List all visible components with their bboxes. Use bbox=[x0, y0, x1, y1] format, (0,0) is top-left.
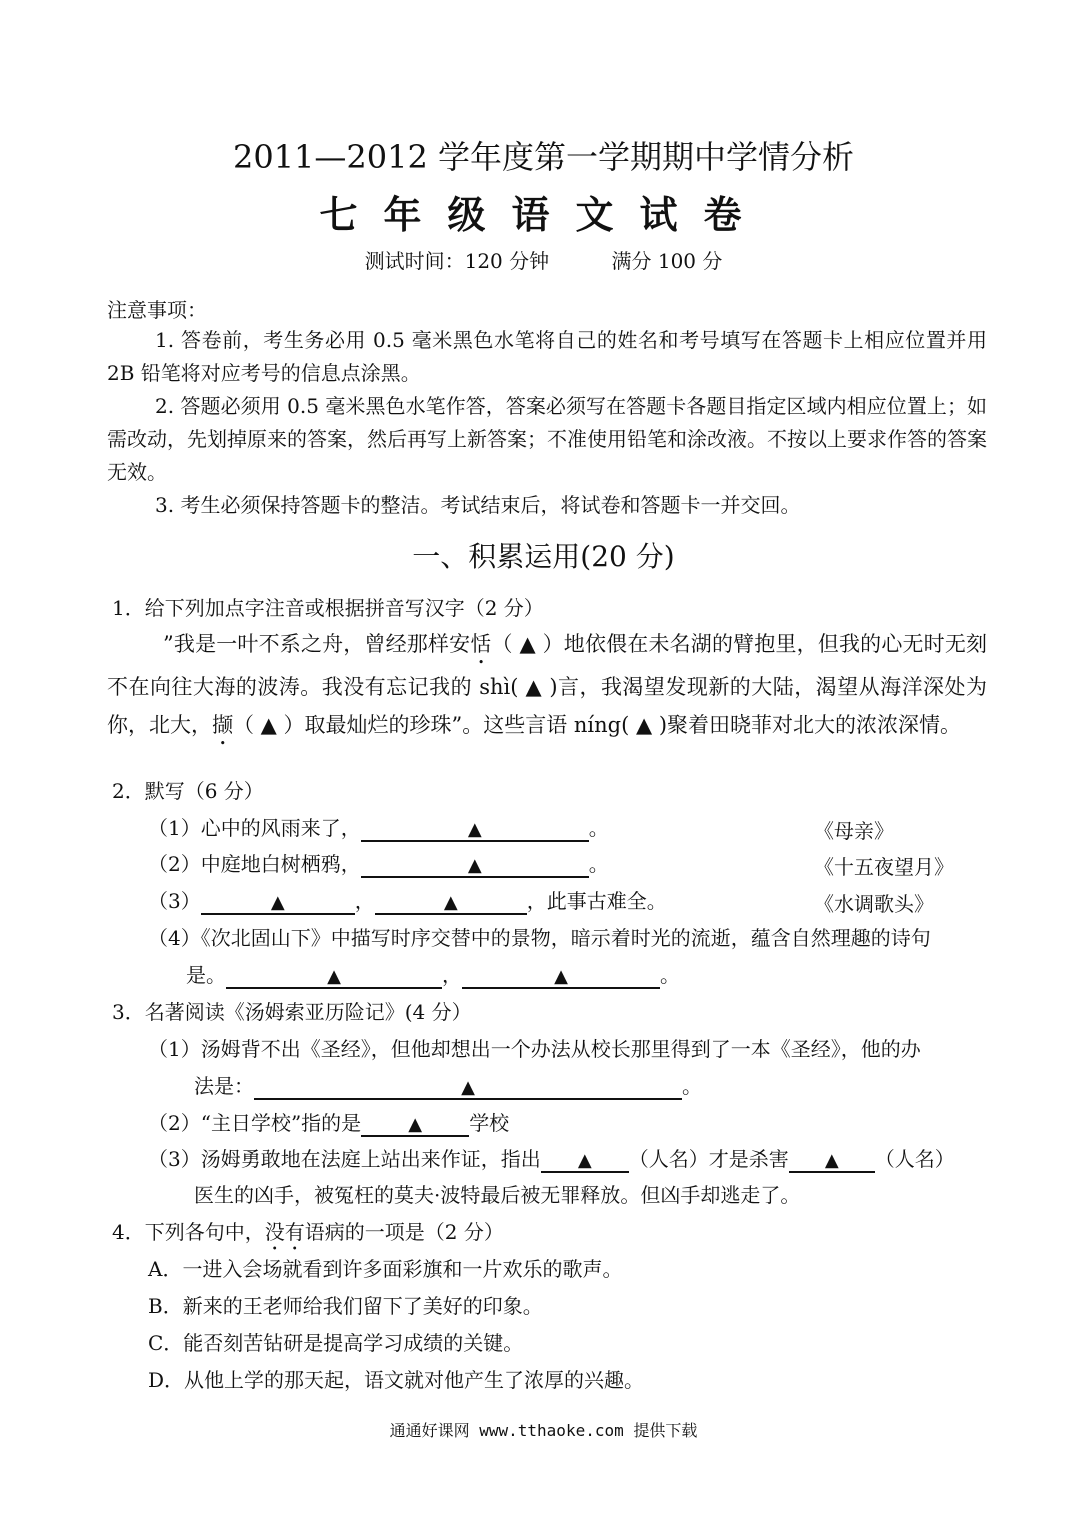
section-heading: 一、积累运用(20 分) bbox=[412, 540, 675, 573]
notice-item: 2. 答题必须用 0.5 毫米黑色水笔作答，答案必须写在答题卡各题目指定区域内相应位置上；如需改动，先划掉原来的答案，然后再写上新答案；不准使用铅笔和涂改液。不按以上要求作答的答案无效。 bbox=[107, 394, 987, 484]
source-title: 《水调歌头》 bbox=[814, 892, 934, 916]
answer-blank[interactable]: ▲ bbox=[375, 889, 527, 915]
exam-meta bbox=[0, 245, 1087, 274]
question-2-item-4: （4）《次北固山下》中描写时序交替中的景物，暗示着时光的流逝，蕴含自然理趣的诗句 bbox=[148, 926, 931, 950]
answer-blank[interactable]: ▲ bbox=[361, 816, 589, 842]
question-2-item-3: （3） ▲ ， ▲ ，此事古难全。 bbox=[148, 889, 667, 913]
question-3-item-1-answer: 法是： ▲ 。 bbox=[194, 1074, 702, 1098]
question-2-stem: 2．默写（6 分） bbox=[112, 779, 264, 803]
dotted-char: 恬 bbox=[470, 632, 492, 656]
question-3-item-3: （3）汤姆勇敢地在法庭上站出来作证，指出 ▲ （人名）才是杀害 ▲ （人名） bbox=[148, 1147, 955, 1171]
question-3-item-2: （2）“主日学校”指的是 ▲ 学校 bbox=[148, 1111, 510, 1135]
notice-title: 注意事项： bbox=[107, 298, 207, 322]
option-d: D．从他上学的那天起，语文就对他产生了浓厚的兴趣。 bbox=[148, 1368, 645, 1392]
source-title: 《母亲》 bbox=[814, 819, 894, 843]
answer-blank[interactable]: ▲ bbox=[789, 1147, 875, 1173]
answer-blank[interactable]: ▲ bbox=[201, 889, 355, 915]
notice-list bbox=[107, 324, 987, 522]
exam-title: 2011—2012 学年度第一学期期中学情分析 bbox=[232, 138, 855, 176]
question-3-item-1: （1）汤姆背不出《圣经》，但他却想出一个办法从校长那里得到了一本《圣经》，他的办 bbox=[148, 1037, 921, 1061]
answer-blank[interactable]: ▲ bbox=[541, 1147, 629, 1173]
answer-blank[interactable]: ▲ bbox=[462, 963, 660, 989]
option-a: A．一进入会场就看到许多面彩旗和一片欢乐的歌声。 bbox=[148, 1257, 623, 1281]
answer-blank[interactable]: ▲ bbox=[361, 852, 589, 878]
dotted-char: 没有 bbox=[264, 1220, 305, 1244]
question-2-item-2: （2）中庭地白树栖鸦， ▲ 。 bbox=[148, 852, 609, 876]
question-1-stem: 1．给下列加点字注音或根据拼音写汉字（2 分） bbox=[112, 596, 544, 620]
source-title: 《十五夜望月》 bbox=[814, 855, 954, 879]
answer-blank[interactable]: ▲ bbox=[361, 1111, 469, 1137]
footer: 通通好课网 www.tthaoke.com 提供下载 bbox=[389, 1421, 698, 1440]
dotted-char: 撷 bbox=[212, 712, 233, 737]
question-2-item-1: （1）心中的风雨来了， ▲ 。 bbox=[148, 816, 609, 840]
question-3-item-3-line2: 医生的凶手，被冤枉的莫夫·波特最后被无罪释放。但凶手却逃走了。 bbox=[194, 1183, 801, 1207]
notice-item: 3. 考生必须保持答题卡的整洁。考试结束后，将试卷和答题卡一并交回。 bbox=[155, 493, 801, 517]
question-2-item-4-answer: 是。 ▲ ， ▲ 。 bbox=[186, 963, 680, 987]
option-b: B．新来的王老师给我们留下了美好的印象。 bbox=[148, 1294, 543, 1318]
exam-subtitle: 七年级语文试卷 bbox=[319, 193, 768, 237]
exam-score: 满分 100 分 bbox=[611, 249, 723, 273]
question-3-stem: 3．名著阅读《汤姆索亚历险记》(4 分） bbox=[112, 1000, 472, 1024]
question-1-passage: ”我是一叶不系之舟，曾经那样安恬（ ▲ ）地依偎在未名湖的臂抱里，但我的心无时无刻不在向往大海的波涛。我没有忘记我的 shì( ▲ )言，我渴望发现新的大陆，渴望从海洋深处为你，北大，撷（ ▲ ）取最灿烂的珍珠”。这些言语 níng( ▲ )聚着田晓菲对北大的浓浓深情。 bbox=[107, 632, 988, 737]
answer-blank[interactable]: ▲ bbox=[226, 963, 442, 989]
question-4-stem: 4．下列各句中，没有语病的一项是（2 分） bbox=[112, 1220, 504, 1244]
answer-blank[interactable]: ▲ bbox=[254, 1074, 682, 1100]
notice-item: 1. 答卷前，考生务必用 0.5 毫米黑色水笔将自己的姓名和考号填写在答题卡上相应位置并用 2B 铅笔将对应考号的信息点涂黑。 bbox=[107, 328, 987, 385]
option-c: C．能否刻苦钻研是提高学习成绩的关键。 bbox=[148, 1331, 524, 1355]
exam-time: 测试时间：120 分钟 bbox=[364, 249, 550, 273]
